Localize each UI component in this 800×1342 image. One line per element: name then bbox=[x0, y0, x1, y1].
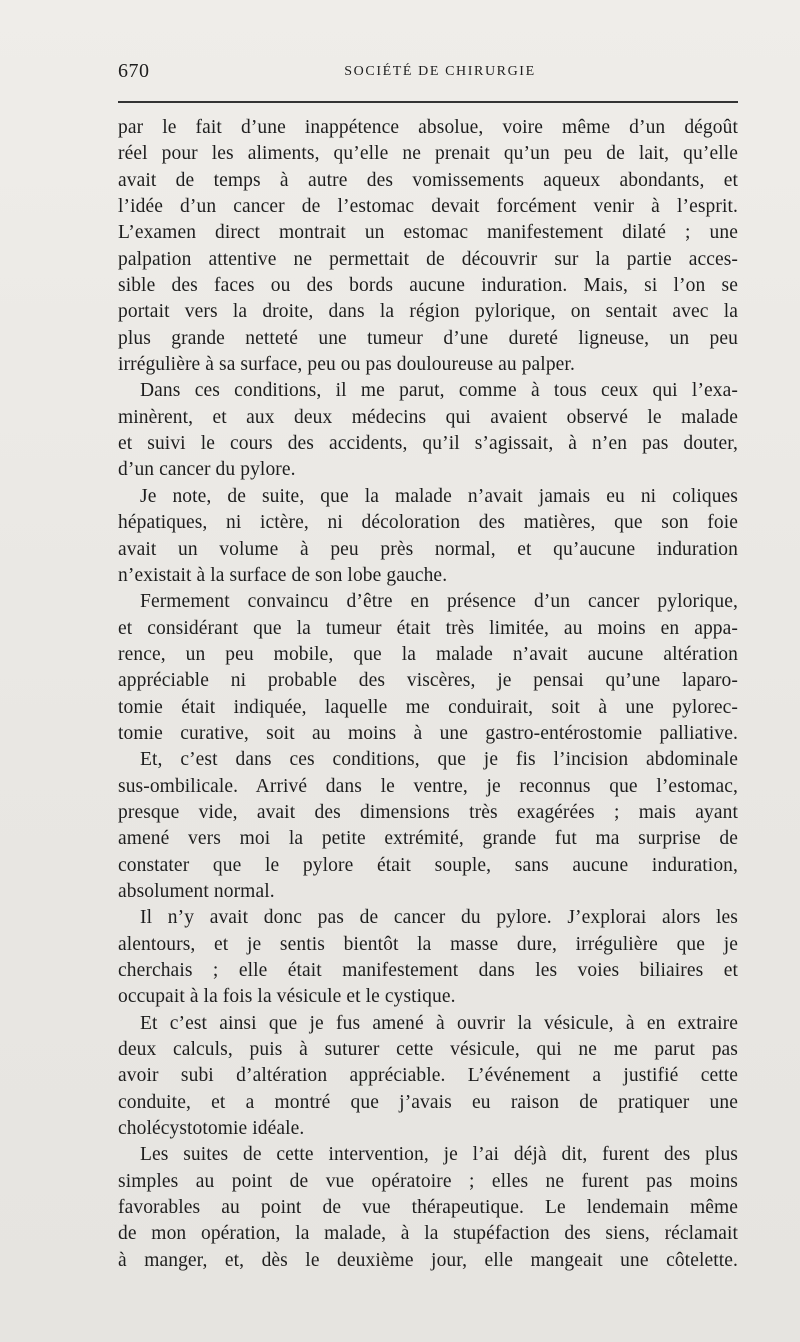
text-line: hépatiques, ni ictère, ni décoloration des matières, que son foie bbox=[118, 512, 738, 534]
text-line: et suivi le cours des accidents, qu’il s’agissait, à n’en pas douter, bbox=[118, 433, 738, 455]
text-line: alentours, et je sentis bientôt la masse dure, irrégulière que je bbox=[118, 933, 738, 955]
text-line: à manger, et, dès le deuxième jour, elle mangeait une côtelette. bbox=[118, 1249, 738, 1271]
text-line: avait un volume à peu près normal, et qu’aucune induration bbox=[118, 538, 738, 560]
text-line: simples au point de vue opératoire ; elles ne furent pas moins bbox=[118, 1170, 738, 1192]
text-line: constater que le pylore était souple, sans aucune induration, bbox=[118, 854, 738, 876]
text-line: cherchais ; elle était manifestement dans les voies biliaires et bbox=[118, 960, 738, 981]
text-line: Les suites de cette intervention, je l’ai déjà dit, furent des plus bbox=[140, 1144, 738, 1166]
text-line: Et, c’est dans ces conditions, que je fis l’incision abdominale bbox=[140, 749, 738, 771]
text-line: tomie curative, soit au moins à une gastro-entérostomie palliative. bbox=[118, 722, 738, 744]
text-line: par le fait d’une inappétence absolue, voire même d’un dégoût bbox=[118, 117, 738, 138]
page-number: 670 bbox=[118, 60, 150, 82]
text-line: de mon opération, la malade, à la stupéfaction des siens, réclamait bbox=[118, 1223, 738, 1245]
text-line: sus-ombilicale. Arrivé dans le ventre, je reconnus que l’estomac, bbox=[118, 775, 738, 797]
text-line: amené vers moi la petite extrémité, grande fut ma surprise de bbox=[118, 828, 738, 850]
text-line: Dans ces conditions, il me parut, comme à tous ceux qui l’exa- bbox=[140, 380, 738, 402]
text-line: tomie était indiquée, laquelle me conduirait, soit à une pylorec- bbox=[118, 696, 738, 718]
body-text bbox=[118, 115, 738, 1274]
text-line: sible des faces ou des bords aucune induration. Mais, si l’on se bbox=[118, 275, 738, 297]
text-line: appréciable ni probable des viscères, je pensai qu’une laparo- bbox=[118, 670, 738, 692]
running-title: SOCIÉTÉ DE CHIRURGIE bbox=[344, 64, 536, 79]
text-line: minèrent, et aux deux médecins qui avaient observé le malade bbox=[118, 406, 738, 428]
text-line: absolument normal. bbox=[118, 880, 275, 902]
text-line: presque vide, avait des dimensions très exagérées ; mais ayant bbox=[118, 801, 738, 823]
text-line: d’un cancer du pylore. bbox=[118, 459, 296, 481]
header-rule bbox=[118, 101, 738, 103]
text-line: irrégulière à sa surface, peu ou pas douloureuse au palper. bbox=[118, 354, 575, 376]
text-line: plus grande netteté une tumeur d’une dureté ligneuse, un peu bbox=[118, 327, 738, 349]
text-line: favorables au point de vue thérapeutique. Le lendemain même bbox=[118, 1197, 738, 1219]
text-line: réel pour les aliments, qu’elle ne prenait qu’un peu de lait, qu’elle bbox=[118, 143, 738, 165]
text-line: deux calculs, puis à suturer cette vésicule, qui ne me parut pas bbox=[118, 1039, 738, 1061]
text-line: avoir subi d’altération appréciable. L’événement a justifié cette bbox=[118, 1065, 738, 1087]
text-line: l’idée d’un cancer de l’estomac devait forcément venir à l’esprit. bbox=[118, 196, 738, 218]
text-line: rence, un peu mobile, que la malade n’avait aucune altération bbox=[118, 643, 738, 665]
text-line: palpation attentive ne permettait de découvrir sur la partie acces- bbox=[118, 248, 738, 270]
text-line: cholécystotomie idéale. bbox=[118, 1118, 305, 1140]
text-line: Fermement convaincu d’être en présence d’un cancer pylorique, bbox=[140, 591, 738, 613]
text-line: n’existait à la surface de son lobe gauche. bbox=[118, 564, 448, 586]
text-line: Il n’y avait donc pas de cancer du pylore. J’explorai alors les bbox=[140, 907, 738, 929]
text-line: occupait à la fois la vésicule et le cystique. bbox=[118, 986, 456, 1008]
text-line: et considérant que la tumeur était très limitée, au moins en appa- bbox=[118, 617, 738, 639]
text-line: L’examen direct montrait un estomac manifestement dilaté ; une bbox=[118, 222, 738, 244]
text-line: Je note, de suite, que la malade n’avait jamais eu ni coliques bbox=[140, 485, 738, 507]
page-header bbox=[118, 58, 738, 88]
text-line: Et c’est ainsi que je fus amené à ouvrir la vésicule, à en extraire bbox=[140, 1012, 738, 1034]
text-line: conduite, et a montré que j’avais eu raison de pratiquer une bbox=[118, 1091, 738, 1113]
text-line: portait vers la droite, dans la région pylorique, on sentait avec la bbox=[118, 301, 738, 323]
text-line: avait de temps à autre des vomissements aqueux abondants, et bbox=[118, 169, 738, 191]
